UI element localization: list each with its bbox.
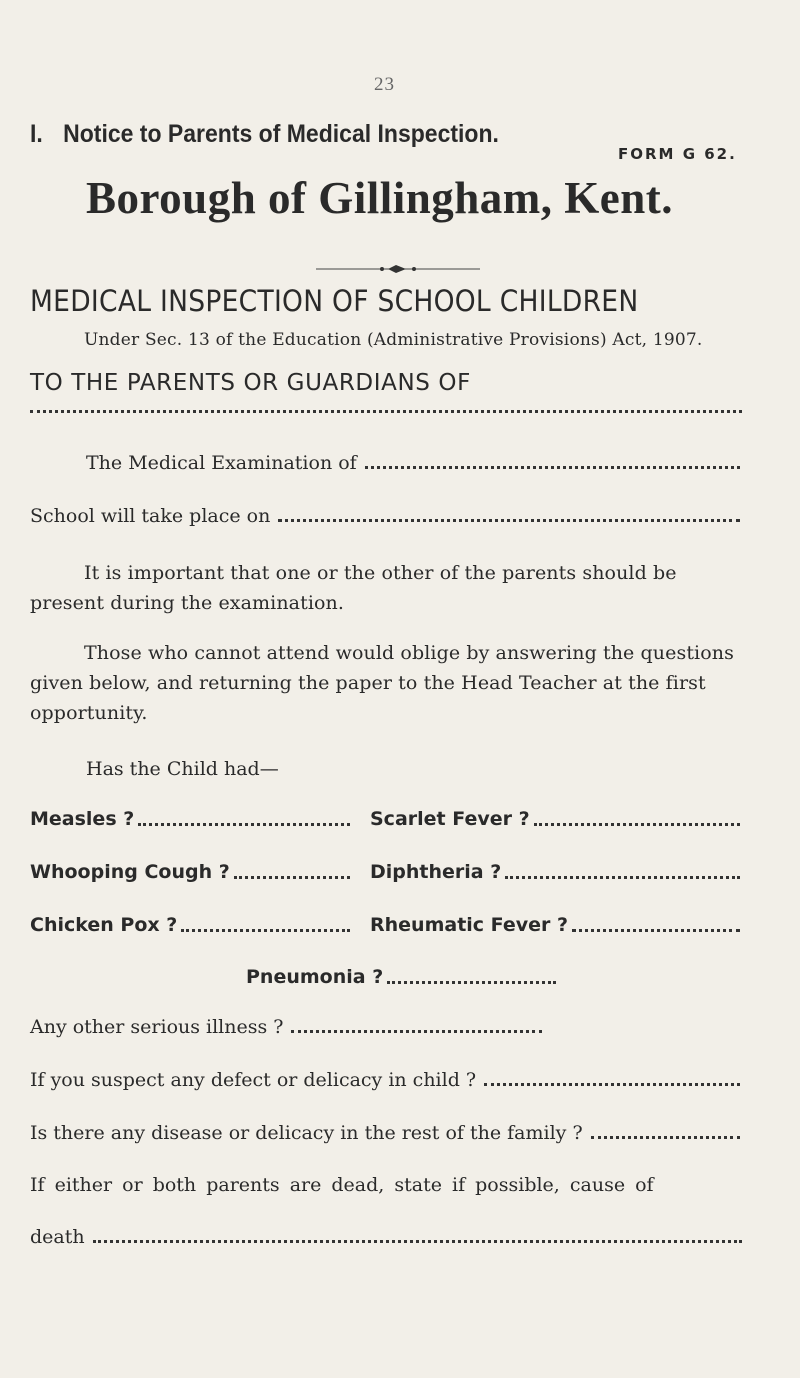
death-field[interactable] [93, 1240, 742, 1243]
whooping-cough-field[interactable] [234, 876, 350, 879]
chicken-pox-label: Chicken Pox ? [30, 914, 178, 936]
examination-of-label: The Medical Examination of [86, 452, 357, 474]
authority-heading: Borough of Gillingham, Kent. [86, 173, 674, 223]
rheumatic-fever-field[interactable] [572, 929, 740, 932]
measles-item [30, 808, 350, 830]
pneumonia-label: Pneumonia ? [246, 966, 384, 988]
chicken-pox-field[interactable] [181, 929, 350, 932]
addressee-line: TO THE PARENTS OR GUARDIANS OF [30, 370, 471, 396]
measles-field[interactable] [138, 823, 350, 826]
form-code: FORM G 62. [618, 145, 737, 163]
diphtheria-item [370, 861, 740, 883]
section-number: I. [30, 120, 43, 148]
paragraph-instructions: Those who cannot attend would oblige by answering the questions given below, and returning the paper to the Head Teacher at the first opportunity. [30, 642, 734, 724]
paragraph-attendance: It is important that one or the other of the parents should be present during the examination. [30, 562, 677, 614]
diphtheria-field[interactable] [505, 876, 740, 879]
scarlet-fever-item [370, 808, 740, 830]
section-heading [30, 120, 499, 149]
defect-field[interactable] [484, 1083, 740, 1086]
measles-label: Measles ? [30, 808, 135, 830]
other-illness-row [30, 1016, 542, 1038]
pneumonia-field[interactable] [387, 981, 556, 984]
pneumonia-item [246, 966, 556, 988]
defect-label: If you suspect any defect or delicacy in child ? [30, 1069, 477, 1091]
scarlet-fever-field[interactable] [534, 823, 740, 826]
ornament-divider [316, 262, 480, 276]
examination-of-field[interactable] [365, 466, 740, 469]
whooping-cough-item [30, 861, 350, 883]
section-title: Notice to Parents of Medical Inspection. [63, 120, 499, 148]
school-date-field[interactable] [278, 519, 740, 522]
question-intro: Has the Child had— [86, 758, 279, 780]
chicken-pox-item [30, 914, 350, 936]
family-field[interactable] [591, 1136, 740, 1139]
illness-row-2 [30, 861, 740, 887]
school-date-label: School will take place on [30, 505, 271, 527]
document-subtitle: Under Sec. 13 of the Education (Administrative Provisions) Act, 1907. [84, 330, 703, 350]
illness-row-1 [30, 808, 740, 834]
other-illness-field[interactable] [291, 1030, 542, 1033]
family-row [30, 1122, 740, 1144]
illness-row-4 [30, 966, 740, 992]
school-date-row [30, 505, 740, 527]
scarlet-fever-label: Scarlet Fever ? [370, 808, 530, 830]
death-row [30, 1226, 742, 1248]
rheumatic-fever-item [370, 914, 740, 936]
parents-dead-label: If either or both parents are dead, state if possible, cause of [30, 1174, 654, 1196]
page-number: 23 [374, 74, 395, 95]
rheumatic-fever-label: Rheumatic Fever ? [370, 914, 569, 936]
defect-row [30, 1069, 740, 1091]
family-label: Is there any disease or delicacy in the rest of the family ? [30, 1122, 583, 1144]
illness-row-3 [30, 914, 740, 940]
other-illness-label: Any other serious illness ? [30, 1016, 284, 1038]
examination-of-row [86, 452, 740, 474]
parent-name-field[interactable] [30, 410, 742, 413]
diphtheria-label: Diphtheria ? [370, 861, 502, 883]
document-title: MEDICAL INSPECTION OF SCHOOL CHILDREN [30, 284, 639, 318]
whooping-cough-label: Whooping Cough ? [30, 861, 230, 883]
death-label: death [30, 1226, 85, 1248]
